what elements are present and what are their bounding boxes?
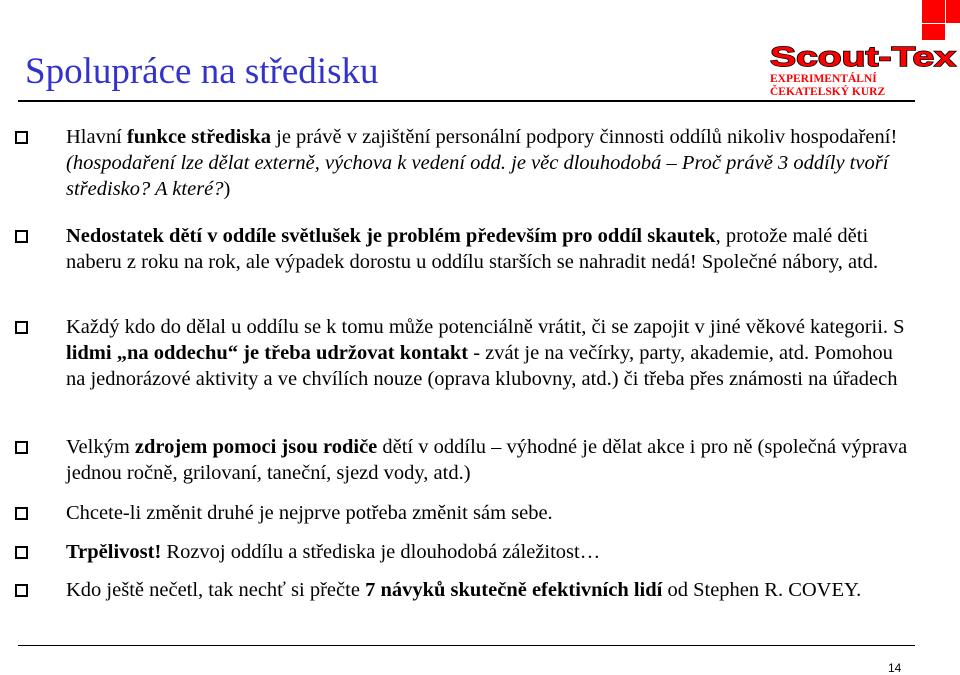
bullet-text bbox=[66, 314, 911, 392]
bullet-text bbox=[66, 500, 911, 526]
checkbox-bullet-icon bbox=[15, 131, 28, 144]
text-segment: je právě v zajištění personální podpory činnosti oddílů nikoliv hospodaření! bbox=[271, 126, 898, 148]
text-segment-bold: funkce střediska bbox=[126, 126, 272, 148]
text-segment: dětí v oddílu – výhodné je dělat akce i pro ně (společná výprava jednou ročně, grilovaní, taneční, sjezd vody, atd.) bbox=[66, 436, 908, 484]
checkbox-bullet-icon bbox=[15, 230, 28, 243]
text-segment-bold: Nedostatek dětí v oddíle světlušek je problém především pro oddíl skautek bbox=[66, 225, 716, 247]
bullet-text bbox=[66, 577, 911, 603]
slide-title: Spolupráce na středisku bbox=[25, 51, 379, 92]
logo-subtitle-line2: ČEKATELSKÝ KURZ bbox=[770, 86, 886, 98]
text-segment: - zvát je na večírky, party, akademie, atd. Pomohou na jednorázové aktivity a ve chvílích nouze (oprava klubovny, atd.) či třeba přes známosti na úřadech bbox=[66, 342, 898, 390]
corner-square-decoration bbox=[946, 0, 960, 23]
corner-square-decoration bbox=[922, 24, 945, 40]
text-segment: Rozvoj oddílu a střediska je dlouhodobá záležitost… bbox=[161, 541, 601, 563]
corner-square-decoration bbox=[922, 0, 945, 23]
page-number: 14 bbox=[888, 661, 902, 675]
checkbox-bullet-icon bbox=[15, 584, 28, 597]
text-segment: Velkým bbox=[66, 436, 135, 458]
text-segment: , protože malé děti naberu z roku na rok, ale výpadek dorostu u oddílu starších se nahradit nedá! Společné nábory, atd. bbox=[66, 225, 879, 273]
text-segment-bold: zdrojem pomoci jsou rodiče bbox=[134, 436, 378, 458]
logo-wordmark bbox=[766, 40, 960, 72]
text-segment: Kdo ještě nečetl, tak nechť si přečte bbox=[66, 579, 366, 601]
logo-subtitle-line1: EXPERIMENTÁLNÍ bbox=[770, 73, 877, 85]
text-segment: Chcete-li změnit druhé je nejprve potřeba změnit sám sebe. bbox=[66, 502, 553, 524]
bullet-text bbox=[66, 434, 911, 486]
checkbox-bullet-icon bbox=[15, 321, 28, 334]
bullet-text bbox=[66, 539, 911, 565]
text-segment-italic: (hospodaření lze dělat externě, výchova k vedení odd. je věc dlouhodobá – Proč právě 3 oddíly tvoří středisko? A které? bbox=[66, 152, 889, 200]
text-segment: od Stephen R. COVEY. bbox=[662, 579, 862, 601]
bullet-text bbox=[66, 223, 911, 275]
text-segment-bold: 7 návyků skutečně efektivních lidí bbox=[365, 579, 663, 601]
checkbox-bullet-icon bbox=[15, 441, 28, 454]
text-segment-bold: Trpělivost! bbox=[66, 541, 162, 563]
text-segment: Každý kdo do dělal u oddílu se k tomu může potenciálně vrátit, či se zapojit v jiné věkové kategorii. S bbox=[66, 316, 905, 338]
footer-divider bbox=[18, 645, 915, 646]
bullet-text bbox=[66, 124, 911, 202]
text-segment-bold: lidmi „na oddechu“ je třeba udržovat kontakt bbox=[66, 342, 469, 364]
logo-brand-text: Scout-Tex bbox=[770, 41, 957, 72]
text-segment: ) bbox=[223, 178, 231, 200]
checkbox-bullet-icon bbox=[15, 507, 28, 520]
text-segment: Hlavní bbox=[66, 126, 127, 148]
checkbox-bullet-icon bbox=[15, 546, 28, 559]
scout-tex-logo bbox=[766, 40, 960, 102]
